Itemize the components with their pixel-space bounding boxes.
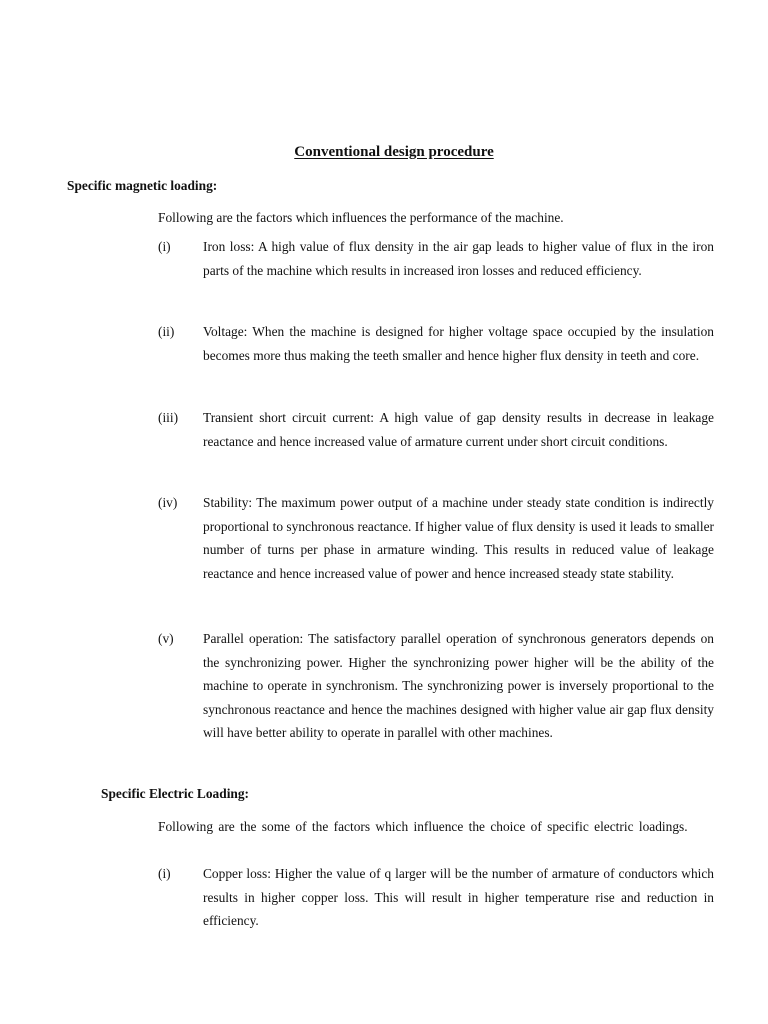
list-item-number: (v)	[158, 631, 174, 646]
list-item-number: (ii)	[158, 324, 175, 339]
list-item-number: (iv)	[158, 495, 178, 510]
list-item-text: Transient short circuit current: A high value of gap density results in decrease in leakage reactance and hence increased value of armature current under short circuit conditions.	[203, 410, 714, 449]
page-title: Conventional design procedure	[294, 144, 494, 160]
list-item-text: Stability: The maximum power output of a machine under steady state condition is indirectly proportional to synchronous reactance. If higher value of flux density is used it leads to smaller number of turns per phase in armature winding. This results in reduced value of leakage reactance and hence increased value of power and hence increased steady state stability.	[203, 495, 714, 581]
section-heading-electric: Specific Electric Loading:	[101, 786, 250, 801]
list-item-number: (i)	[158, 866, 171, 881]
list-item-text: Voltage: When the machine is designed for higher voltage space occupied by the insulation becomes more thus making the teeth smaller and hence higher flux density in teeth and core.	[203, 324, 714, 363]
list-item-number: (i)	[158, 239, 171, 254]
section-intro-electric: Following are the some of the factors which influence the choice of specific electric loadings.	[158, 819, 688, 834]
section-heading-magnetic: Specific magnetic loading:	[67, 178, 218, 193]
list-item-number: (iii)	[158, 410, 179, 425]
list-item-text: Parallel operation: The satisfactory parallel operation of synchronous generators depends on the synchronizing power. Higher the synchronizing power higher will be the ability of the machine to operate in synchronism. The synchronizing power is inversely proportional to the synchronous reactance and hence the machines designed with higher value air gap flux density will have better ability to operate in parallel with other machines.	[203, 631, 714, 741]
list-item-text: Copper loss: Higher the value of q larger will be the number of armature of conductors which results in higher copper loss. This will result in higher temperature rise and reduction in efficiency.	[203, 866, 714, 929]
section-intro-magnetic: Following are the factors which influences the performance of the machine.	[158, 210, 564, 225]
list-item-text: Iron loss: A high value of flux density in the air gap leads to higher value of flux in the iron parts of the machine which results in increased iron losses and reduced efficiency.	[203, 239, 714, 278]
